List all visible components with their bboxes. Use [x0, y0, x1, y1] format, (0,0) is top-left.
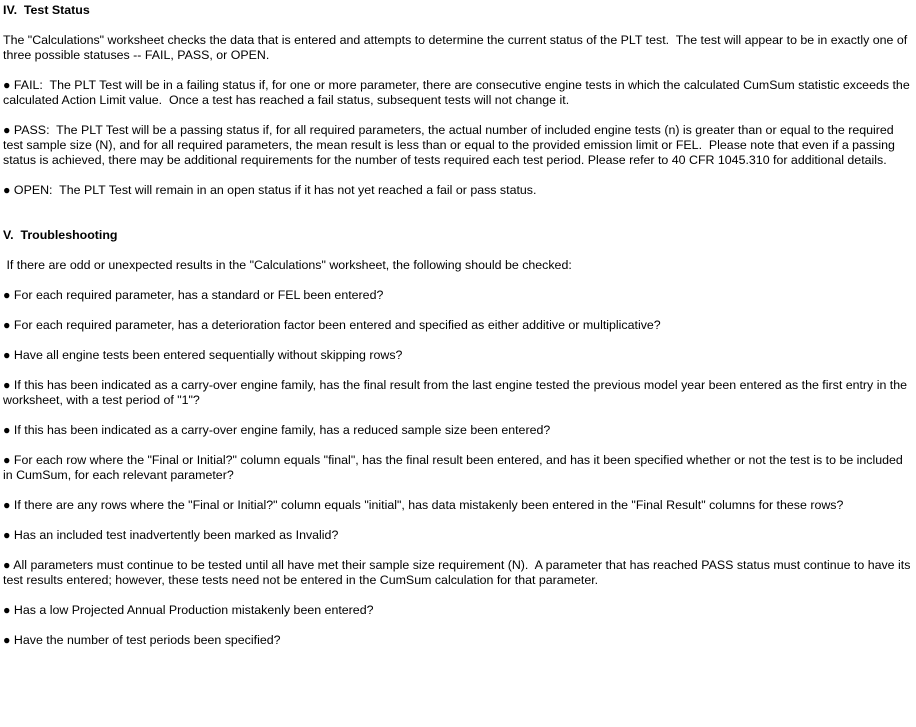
section-iv-heading: IV. Test Status	[3, 3, 90, 17]
check-item: ● Has an included test inadvertently been marked as Invalid?	[3, 528, 339, 542]
status-open-item: ● OPEN: The PLT Test will remain in an open status if it has not yet reached a fail or pass status.	[3, 183, 537, 197]
section-v-heading: V. Troubleshooting	[3, 228, 118, 242]
check-item: ● For each required parameter, has a deterioration factor been entered and specified as either additive or multiplicative?	[3, 318, 661, 332]
status-pass-item: ● PASS: The PLT Test will be a passing status if, for all required parameters, the actual number of included engine tests (n) is greater than or equal to the required test sample size (N), and for all required parameters, the mean result is less than or equal to the provided emission limit or FEL. Please note that even if a passing status is achieved, there may be additional requirements for the number of tests required each test period. Please refer to 40 CFR 1045.310 for additional details.	[3, 123, 899, 167]
check-item: ● If this has been indicated as a carry-over engine family, has a reduced sample size been entered?	[3, 423, 551, 437]
check-item: ● Have all engine tests been entered sequentially without skipping rows?	[3, 348, 403, 362]
document-page	[3, 3, 915, 648]
check-item: ● Has a low Projected Annual Production mistakenly been entered?	[3, 603, 374, 617]
check-item: ● Have the number of test periods been specified?	[3, 633, 281, 647]
check-item: ● For each row where the "Final or Initial?" column equals "final", has the final result been entered, and has it been specified whether or not the test is to be included in CumSum, for each relevant parameter?	[3, 453, 907, 482]
check-item: ● If this has been indicated as a carry-over engine family, has the final result from the last engine tested the previous model year been entered as the first entry in the worksheet, with a test period of "1"?	[3, 378, 911, 407]
section-iv-intro: The "Calculations" worksheet checks the data that is entered and attempts to determine the current status of the PLT test. The test will appear to be in exactly one of three possible statuses -- FAIL, PASS, or OPEN.	[3, 33, 911, 62]
status-fail-item: ● FAIL: The PLT Test will be in a failing status if, for one or more parameter, there are consecutive engine tests in which the calculated CumSum statistic exceeds the calculated Action Limit value. Once a test has reached a fail status, subsequent tests will not change it.	[3, 78, 914, 107]
check-item: ● All parameters must continue to be tested until all have met their sample size requirement (N). A parameter that has reached PASS status must continue to have its test results entered; however, these tests need not be entered in the CumSum calculation for that parameter.	[3, 558, 914, 587]
check-item: ● For each required parameter, has a standard or FEL been entered?	[3, 288, 384, 302]
section-v-intro: If there are odd or unexpected results in the "Calculations" worksheet, the following should be checked:	[3, 258, 572, 272]
check-item: ● If there are any rows where the "Final or Initial?" column equals "initial", has data mistakenly been entered in the "Final Result" columns for these rows?	[3, 498, 844, 512]
